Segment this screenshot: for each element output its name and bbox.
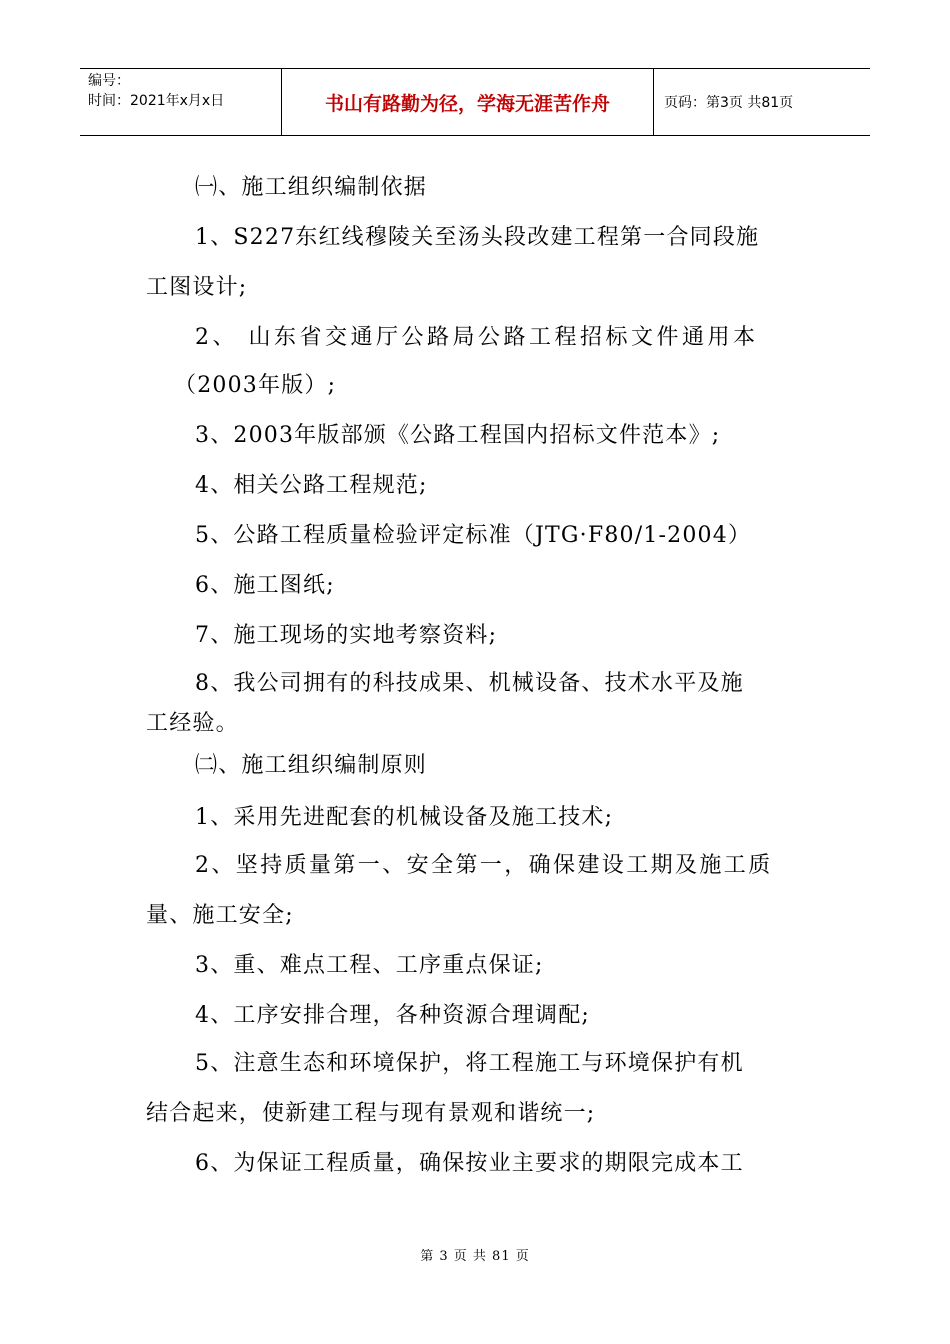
paragraph-line: 6、为保证工程质量，确保按业主要求的期限完成本工	[195, 1151, 744, 1176]
paragraph-line: 8、我公司拥有的科技成果、机械设备、技术水平及施	[195, 671, 744, 696]
document-date: 时间：2021年x月x日	[88, 93, 225, 109]
section-heading-principles: ㈡、施工组织编制原则	[195, 753, 428, 778]
paragraph-line: 5、注意生态和环境保护，将工程施工与环境保护有机	[195, 1051, 744, 1076]
section-heading-basis: ㈠、施工组织编制依据	[195, 175, 428, 200]
paragraph-line: 1、采用先进配套的机械设备及施工技术;	[195, 805, 614, 830]
document-number-label: 编号：	[88, 73, 130, 89]
paragraph-line: 2、坚持质量第一、安全第一，确保建设工期及施工质	[195, 853, 773, 878]
paragraph-line: 5、公路工程质量检验评定标准（JTG·F80/1-2004）	[195, 523, 752, 548]
paragraph-line: 工经验。	[146, 711, 239, 736]
paragraph-line: （2003年版）;	[174, 373, 337, 398]
paragraph-line: 6、施工图纸;	[195, 573, 335, 598]
paragraph-line: 4、工序安排合理，各种资源合理调配;	[195, 1003, 591, 1028]
paragraph-line: 4、相关公路工程规范;	[195, 473, 428, 498]
header-meta	[80, 69, 282, 135]
paragraph-line: 2、 山东省交通厅公路局公路工程招标文件通用本	[195, 325, 759, 350]
header-motto: 书山有路勤为径，学海无涯苦作舟	[282, 69, 654, 135]
paragraph-line: 7、施工现场的实地考察资料;	[195, 623, 498, 648]
paragraph-line: 量、施工安全;	[146, 903, 294, 928]
paragraph-line: 1、S227东红线穆陵关至汤头段改建工程第一合同段施	[195, 225, 760, 250]
header-page-info: 页码：第3页 共81页	[664, 95, 794, 111]
paragraph-line: 3、重、难点工程、工序重点保证;	[195, 953, 544, 978]
paragraph-line: 工图设计;	[146, 275, 248, 300]
paragraph-line: 结合起来，使新建工程与现有景观和谐统一;	[146, 1101, 596, 1126]
paragraph-line: 3、2003年版部颁《公路工程国内招标文件范本》;	[195, 423, 721, 448]
page-footer: 第 3 页 共 81 页	[420, 1249, 530, 1264]
page-header	[80, 68, 870, 136]
